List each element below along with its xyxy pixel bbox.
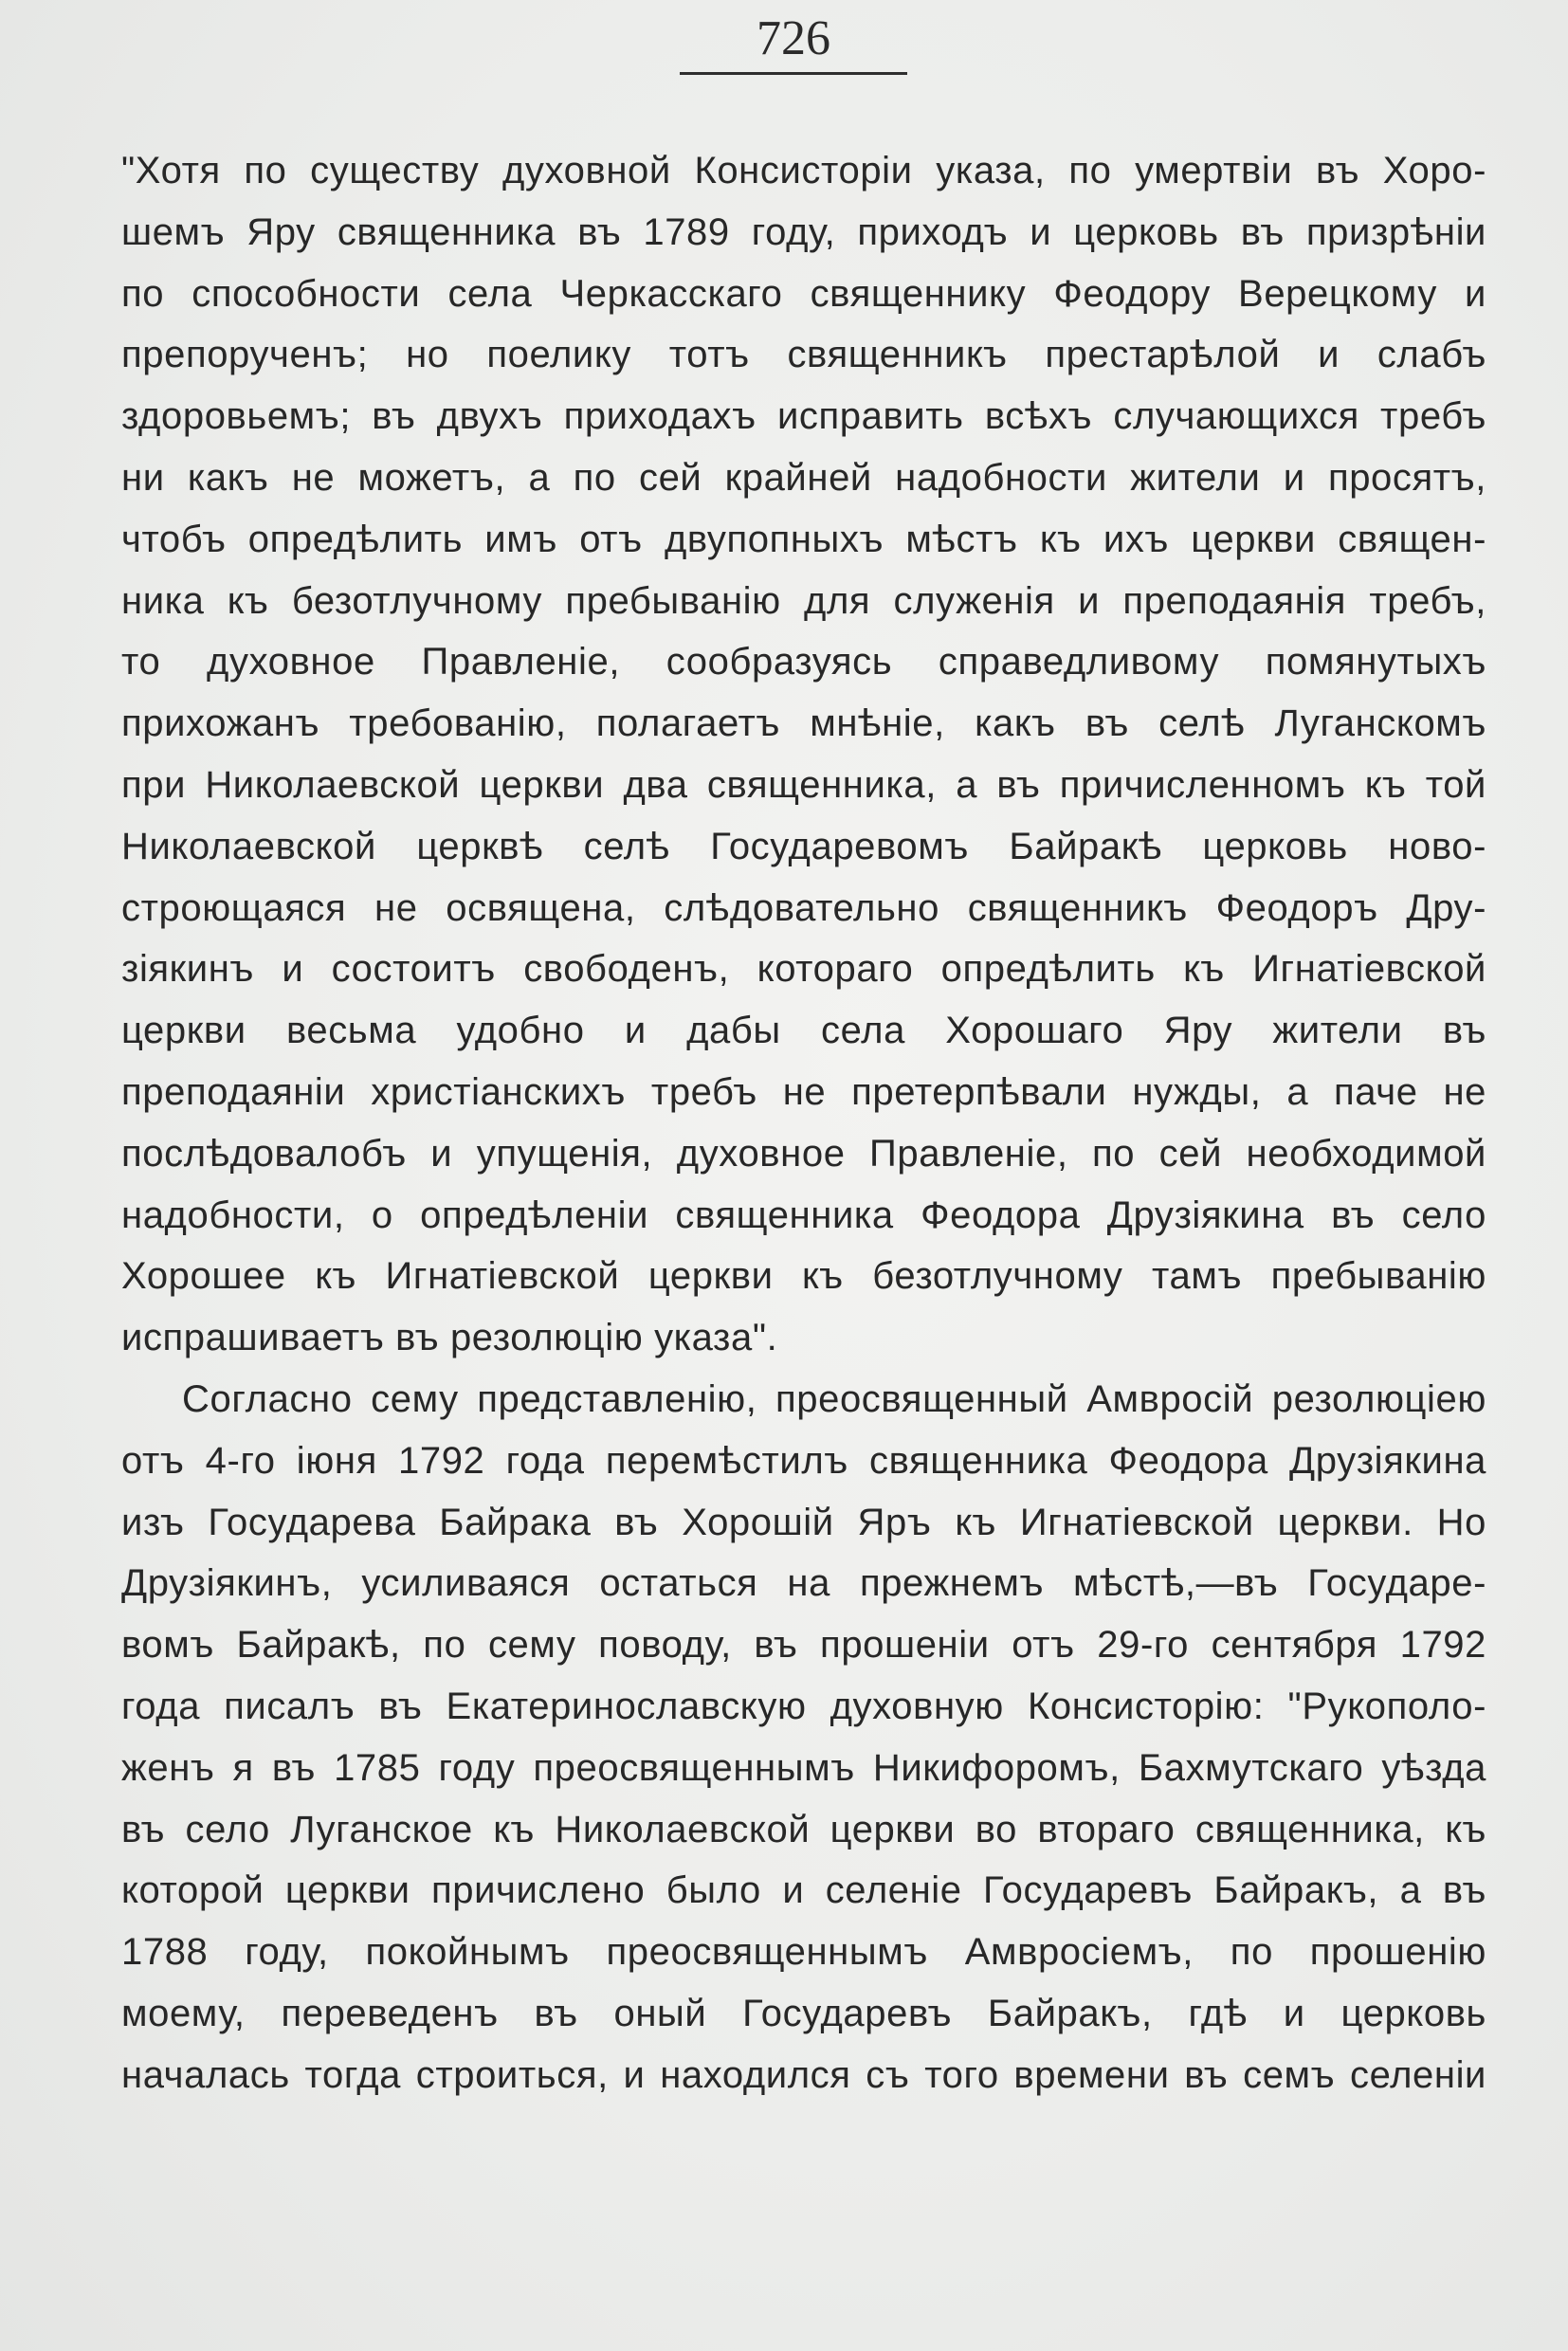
- text-line: шемъ Яру священника въ 1789 году, приходъ и церковь въ призрѣніи: [121, 210, 1486, 253]
- text-line: 1788 году, покойнымъ преосвященнымъ Амвросіемъ, по прошенію: [121, 1931, 1486, 1974]
- text-line: прихожанъ требованію, полагаетъ мнѣніе, какъ въ селѣ Луганскомъ: [121, 702, 1486, 745]
- text-line: "Хотя по существу духовной Консисторіи указа, по умертвіи въ Хоро-: [121, 150, 1486, 191]
- text-line: ни какъ не можетъ, а по сей крайней надобности жители и просятъ,: [121, 456, 1486, 499]
- text-line: Друзіякинъ, усиливаяся остаться на прежнемъ мѣстѣ,—въ Государе-: [121, 1562, 1486, 1605]
- text-line: женъ я въ 1785 году преосвященнымъ Никифоромъ, Бахмутскаго уѣзда: [121, 1746, 1486, 1789]
- text-line: строющаяся не освящена, слѣдовательно священникъ Феодоръ Дру-: [121, 886, 1486, 929]
- text-line: началась тогда строиться, и находился съ того времени въ семъ селеніи: [121, 2053, 1486, 2096]
- text-line: которой церкви причислено было и селеніе Государевъ Байракъ, а въ: [121, 1869, 1486, 1912]
- text-line: послѣдовалобъ и упущенія, духовное Правленіе, по сей необходимой: [121, 1132, 1486, 1175]
- text-line: церкви весьма удобно и дабы села Хорошаго Яру жители въ: [121, 1010, 1486, 1052]
- text-line: ника къ безотлучному пребыванію для служенія и преподаянія требъ,: [121, 579, 1486, 622]
- text-line: Николаевской церквѣ селѣ Государевомъ Байракѣ церковь ново-: [121, 825, 1486, 867]
- text-line: препорученъ; но поелику тотъ священникъ престарѣлой и слабъ: [121, 334, 1486, 376]
- text-line: вомъ Байракѣ, по сему поводу, въ прошеніи отъ 29-го сентября 1792: [121, 1624, 1486, 1667]
- text-line: чтобъ опредѣлить имъ отъ двупопныхъ мѣстъ къ ихъ церкви священ-: [121, 518, 1486, 560]
- text-line: при Николаевской церкви два священника, а въ причисленномъ къ той: [121, 763, 1486, 806]
- text-line: надобности, о опредѣленіи священника Феодора Друзіякина въ село: [121, 1194, 1486, 1236]
- text-line: изъ Государева Байрака въ Хорошій Яръ къ Игнатіевской церкви. Но: [121, 1501, 1486, 1543]
- text-line: моему, переведенъ въ оный Государевъ Байракъ, гдѣ и церковь: [121, 1992, 1486, 2034]
- body-text: [121, 140, 1486, 2106]
- text-line: въ село Луганское къ Николаевской церкви во втораго священника, къ: [121, 1808, 1486, 1850]
- text-line: здоровьемъ; въ двухъ приходахъ исправить всѣхъ случающихся требъ: [121, 395, 1486, 438]
- text-line: зіякинъ и состоитъ свободенъ, котораго опредѣлить къ Игнатіевской: [121, 948, 1486, 991]
- page-number: 726: [680, 9, 907, 75]
- text-line: преподаяніи христіанскихъ требъ не претерпѣвали нужды, а паче не: [121, 1070, 1486, 1113]
- text-line: по способности села Черкасскаго священнику Феодору Верецкому и: [121, 272, 1486, 315]
- text-line: Хорошее къ Игнатіевской церкви къ безотлучному тамъ пребыванію: [121, 1255, 1486, 1298]
- text-line: Согласно сему представленію, преосвященный Амвросій резолюціею: [182, 1377, 1486, 1420]
- text-line: то духовное Правленіе, сообразуясь справедливому помянутыхъ: [121, 641, 1486, 683]
- text-line: отъ 4-го іюня 1792 года перемѣстилъ священника Феодора Друзіякина: [121, 1439, 1486, 1482]
- text-line: испрашиваетъ въ резолюцію указа".: [121, 1317, 778, 1359]
- text-line: года писалъ въ Екатеринославскую духовную Консисторію: "Рукополо-: [121, 1685, 1486, 1727]
